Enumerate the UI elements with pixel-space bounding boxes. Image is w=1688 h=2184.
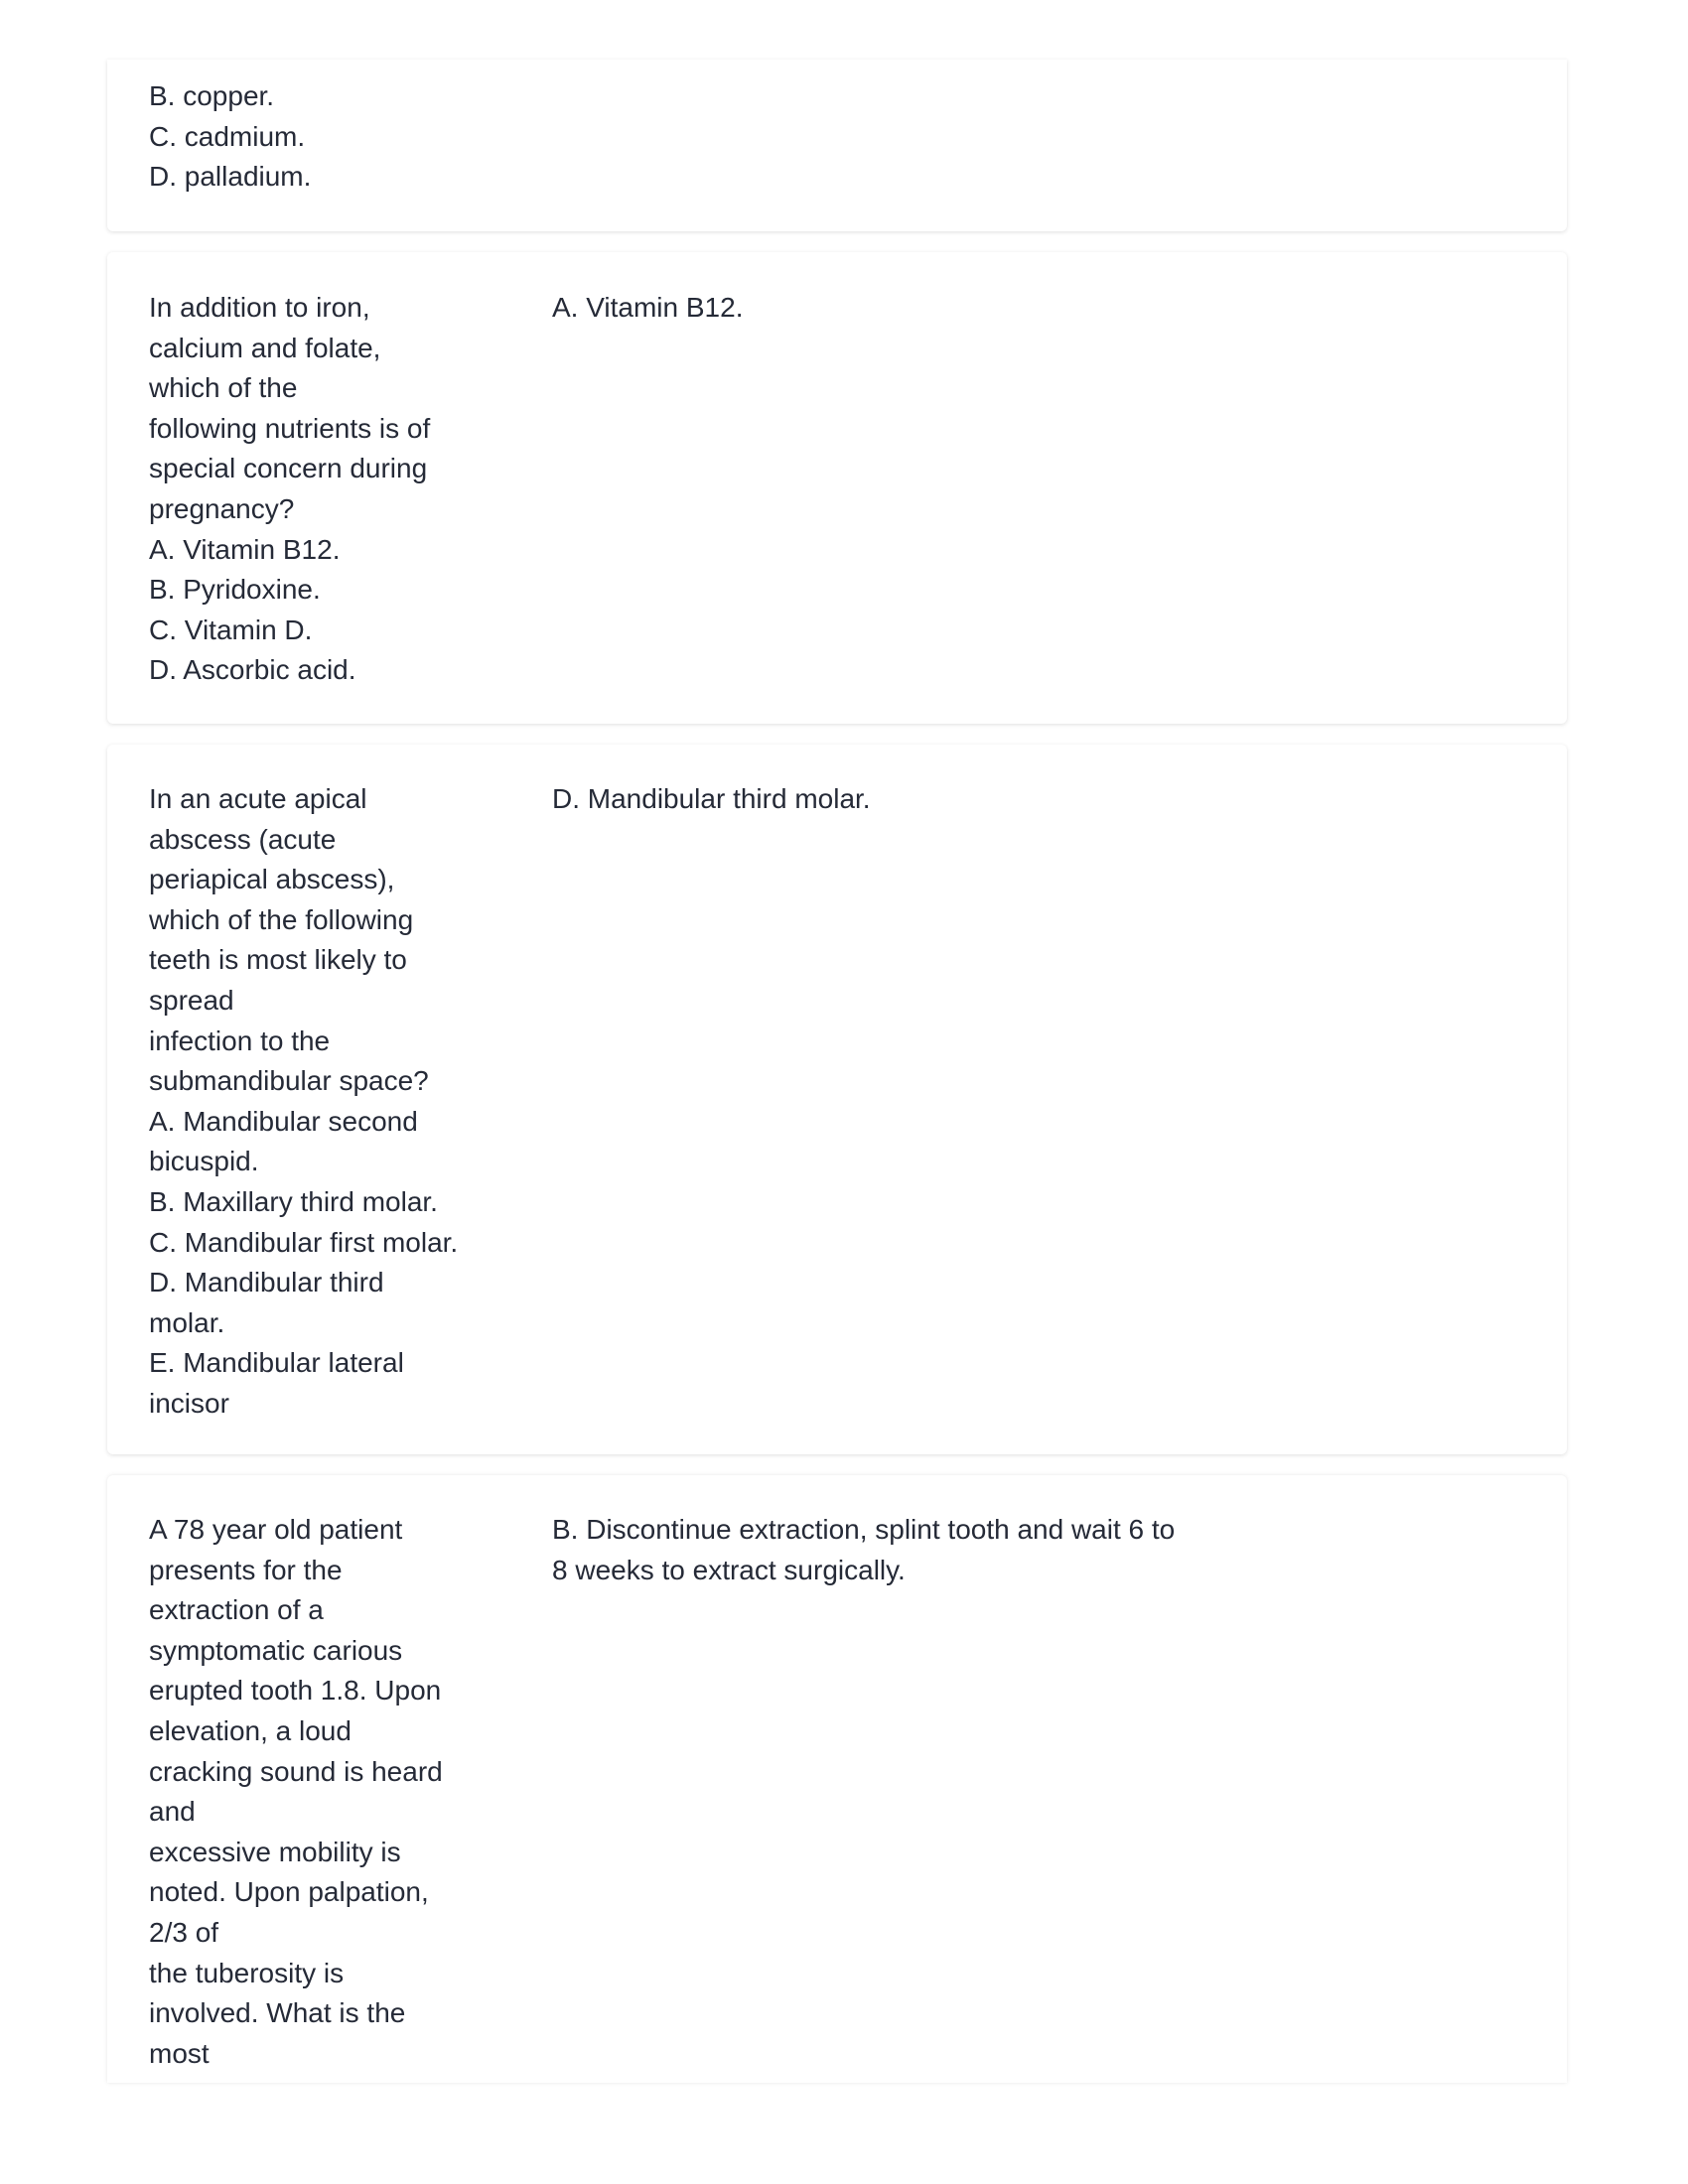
answer-line: A. Vitamin B12.: [552, 292, 744, 323]
question-line: which of the: [149, 372, 298, 404]
question-text: [149, 76, 487, 198]
question-line: molar.: [149, 1306, 225, 1338]
question-line: submandibular space?: [149, 1065, 429, 1097]
question-line: symptomatic carious: [149, 1634, 403, 1666]
question-line: infection to the: [149, 1024, 331, 1056]
question-line: calcium and folate,: [149, 332, 381, 363]
question-line: D. palladium.: [149, 161, 312, 193]
question-line: extraction of a: [149, 1594, 324, 1626]
question-line: B. Maxillary third molar.: [149, 1185, 438, 1217]
question-line: and: [149, 1796, 196, 1828]
question-line: most: [149, 2037, 210, 2069]
question-line: presents for the: [149, 1554, 343, 1585]
question-line: noted. Upon palpation,: [149, 1876, 429, 1908]
question-line: bicuspid.: [149, 1146, 259, 1177]
question-line: special concern during: [149, 453, 428, 484]
answer-line: 8 weeks to extract surgically.: [552, 1554, 906, 1585]
question-line: A. Vitamin B12.: [149, 533, 341, 565]
question-line: A. Mandibular second: [149, 1105, 418, 1137]
question-line: 2/3 of: [149, 1916, 219, 1948]
question-line: excessive mobility is: [149, 1836, 401, 1867]
answer-text: [552, 1510, 1207, 1590]
question-line: B. copper.: [149, 80, 275, 111]
question-line: C. cadmium.: [149, 120, 306, 152]
flashcard-4: [107, 1475, 1567, 2083]
question-line: involved. What is the: [149, 1997, 406, 2029]
question-line: B. Pyridoxine.: [149, 574, 321, 606]
question-line: following nutrients is of: [149, 412, 431, 444]
question-line: C. Mandibular first molar.: [149, 1226, 459, 1258]
question-line: cracking sound is heard: [149, 1755, 443, 1787]
question-line: In an acute apical: [149, 783, 367, 814]
question-line: abscess (acute: [149, 823, 337, 855]
flashcard-1: [107, 60, 1567, 231]
question-text: [149, 288, 487, 691]
question-line: the tuberosity is: [149, 1957, 345, 1988]
answer-text: [552, 779, 1207, 820]
question-line: spread: [149, 984, 234, 1016]
answer-line: B. Discontinue extraction, splint tooth and wait 6 to: [552, 1514, 1176, 1545]
flashcard-2: [107, 252, 1567, 724]
question-line: which of the following: [149, 903, 414, 935]
question-line: periapical abscess),: [149, 864, 395, 895]
question-line: erupted tooth 1.8. Upon: [149, 1675, 442, 1706]
question-line: In addition to iron,: [149, 292, 370, 323]
answer-line: D. Mandibular third molar.: [552, 783, 871, 814]
question-line: C. Vitamin D.: [149, 614, 313, 645]
flashcard-3: [107, 745, 1567, 1454]
question-line: A 78 year old patient: [149, 1514, 403, 1545]
answer-text: [552, 288, 1207, 329]
question-line: E. Mandibular lateral: [149, 1347, 404, 1379]
question-line: D. Ascorbic acid.: [149, 654, 356, 686]
question-line: D. Mandibular third: [149, 1267, 384, 1298]
question-text: [149, 1510, 487, 2074]
question-line: incisor: [149, 1387, 229, 1419]
question-line: pregnancy?: [149, 492, 295, 524]
question-text: [149, 779, 487, 1425]
question-line: teeth is most likely to: [149, 944, 407, 976]
question-line: elevation, a loud: [149, 1714, 352, 1746]
